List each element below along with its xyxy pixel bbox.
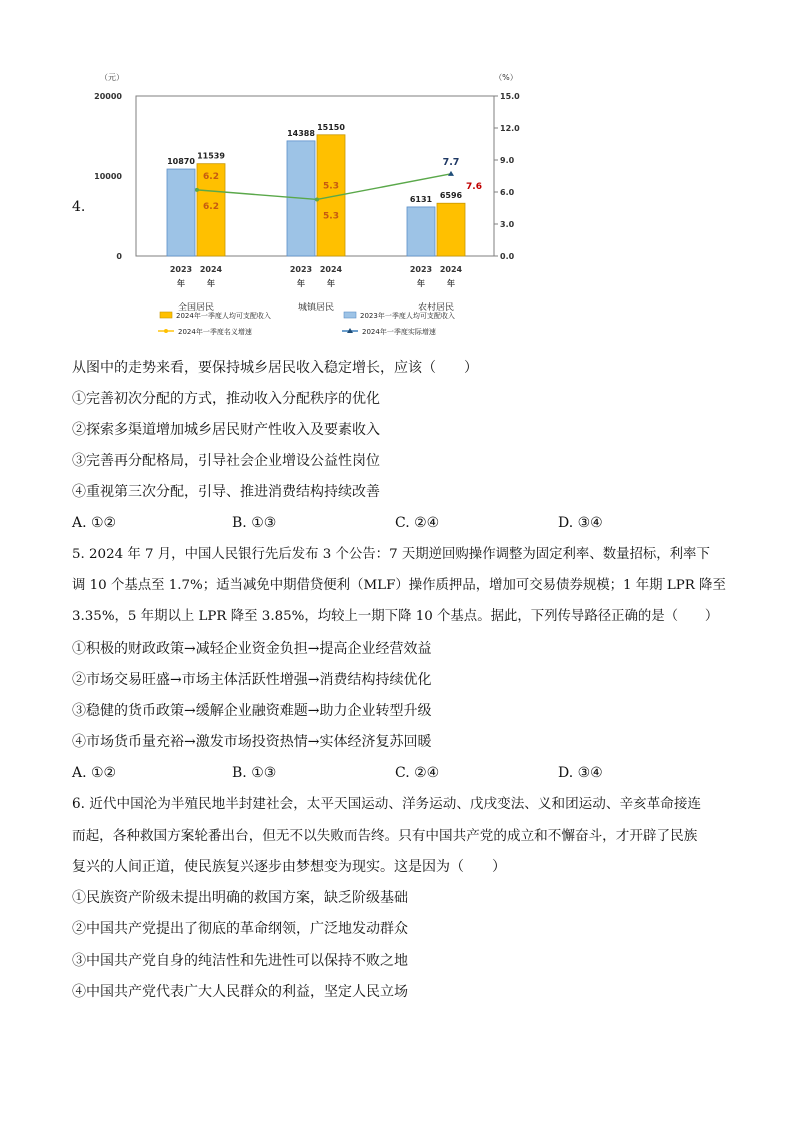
question-5-line-3: 3.35%，5 年期以上 LPR 降至 3.85%，均较上一期下降 10 个基点。据此，下列传导路径正确的是（ ） bbox=[72, 609, 719, 624]
bar-value-label-2024: 11539 bbox=[197, 151, 225, 161]
question-4-option-c: C. ②④ bbox=[395, 515, 440, 531]
year-label: 年 bbox=[417, 279, 425, 288]
bar-2024 bbox=[437, 203, 465, 256]
right-tick-label: 12.0 bbox=[500, 124, 520, 133]
left-axis-unit: （元） bbox=[100, 73, 124, 82]
right-tick-label: 3.0 bbox=[500, 220, 515, 229]
right-axis-unit: （%） bbox=[494, 73, 518, 82]
legend-swatch-2024-income bbox=[160, 312, 172, 318]
question-4-item-2: ②探索多渠道增加城乡居民财产性收入及要素收入 bbox=[72, 422, 380, 438]
legend-swatch-2023-income bbox=[344, 312, 356, 318]
right-tick-label: 15.0 bbox=[500, 92, 520, 101]
right-tick-label: 0.0 bbox=[500, 252, 515, 261]
group-label: 城镇居民 bbox=[297, 303, 335, 313]
question-6-item-4: ④中国共产党代表广大人民群众的利益，坚定人民立场 bbox=[72, 984, 408, 1000]
real-growth-label: 6.2 bbox=[203, 201, 219, 212]
bar-value-label-2023: 6131 bbox=[409, 194, 433, 204]
question-4-option-a: A. ①② bbox=[72, 515, 117, 531]
year-label: 2023 bbox=[409, 265, 433, 274]
year-label: 年 bbox=[297, 279, 305, 288]
question-5-item-3: ③稳健的货币政策→缓解企业融资难题→助力企业转型升级 bbox=[72, 703, 432, 719]
question-6-item-3: ③中国共产党自身的纯洁性和先进性可以保持不败之地 bbox=[72, 953, 408, 969]
question-4-stem: 从图中的走势来看，要保持城乡居民收入稳定增长，应该（ ） bbox=[72, 360, 478, 376]
growth-point bbox=[195, 188, 199, 192]
bar-value-label-2024: 15150 bbox=[317, 122, 345, 132]
legend-label-nominal-growth: 2024年一季度名义增速 bbox=[178, 328, 252, 336]
question-5-option-b: B. ①③ bbox=[232, 765, 277, 781]
question-5-option-d: D. ③④ bbox=[558, 765, 603, 781]
right-tick-label: 6.0 bbox=[500, 188, 515, 197]
nominal-growth-label: 5.3 bbox=[323, 181, 339, 192]
income-chart bbox=[92, 68, 532, 348]
question-5-option-c: C. ②④ bbox=[395, 765, 440, 781]
year-label: 2023 bbox=[289, 265, 313, 274]
bar-value-label-2024: 6596 bbox=[439, 191, 463, 201]
legend-label-2024-income: 2024年一季度人均可支配收入 bbox=[176, 312, 271, 320]
bar-value-label-2023: 14388 bbox=[287, 128, 315, 138]
year-label: 2024 bbox=[199, 265, 223, 274]
left-tick-label: 10000 bbox=[94, 172, 122, 181]
question-4-item-3: ③完善再分配格局，引导社会企业增设公益性岗位 bbox=[72, 453, 380, 469]
legend-label-2023-income: 2023年一季度人均可支配收入 bbox=[360, 312, 455, 320]
year-label: 年 bbox=[207, 279, 215, 288]
year-label: 年 bbox=[177, 279, 185, 288]
nominal-growth-label: 7.6 bbox=[466, 181, 482, 192]
bar-2023 bbox=[167, 169, 195, 256]
question-6-item-2: ②中国共产党提出了彻底的革命纲领，广泛地发动群众 bbox=[72, 921, 408, 937]
year-label: 2024 bbox=[439, 265, 463, 274]
legend-label-real-growth: 2024年一季度实际增速 bbox=[362, 328, 436, 336]
question-5-line-1: 5. 2024 年 7 月，中国人民银行先后发布 3 个公告：7 天期逆回购操作调整为固定利率、数量招标，利率下 bbox=[72, 547, 710, 562]
question-6-item-1: ①民族资产阶级未提出明确的救国方案，缺乏阶级基础 bbox=[72, 890, 408, 906]
left-tick-label: 20000 bbox=[94, 92, 122, 101]
question-6-line-2: 而起，各种救国方案轮番出台，但无不以失败而告终。只有中国共产党的成立和不懈奋斗，才开辟了民族 bbox=[72, 828, 698, 844]
bar-2023 bbox=[407, 207, 435, 256]
year-label: 年 bbox=[327, 279, 335, 288]
question-5-item-2: ②市场交易旺盛→市场主体活跃性增强→消费结构持续优化 bbox=[72, 672, 432, 688]
growth-point bbox=[315, 197, 319, 201]
bar-value-label-2023: 10870 bbox=[167, 157, 195, 167]
question-4-item-4: ④重视第三次分配，引导、推进消费结构持续改善 bbox=[72, 484, 380, 500]
nominal-growth-label: 6.2 bbox=[203, 171, 219, 182]
question-6-line-1: 6. 近代中国沦为半殖民地半封建社会，太平天国运动、洋务运动、戊戌变法、义和团运动、辛亥革命接连 bbox=[72, 796, 702, 812]
question-4-number: 4. bbox=[72, 199, 86, 215]
growth-point-triangle bbox=[448, 171, 454, 176]
left-tick-label: 0 bbox=[116, 252, 122, 261]
question-6-line-3: 复兴的人间正道，使民族复兴逐步由梦想变为现实。这是因为（ ） bbox=[72, 859, 506, 875]
year-label: 2024 bbox=[319, 265, 343, 274]
income-chart-svg bbox=[92, 68, 532, 348]
real-growth-label: 5.3 bbox=[323, 211, 339, 222]
group-label: 农村居民 bbox=[417, 303, 455, 313]
right-tick-label: 9.0 bbox=[500, 156, 515, 165]
year-label: 年 bbox=[447, 279, 455, 288]
question-4-item-1: ①完善初次分配的方式，推动收入分配秩序的优化 bbox=[72, 391, 380, 407]
question-4-option-d: D. ③④ bbox=[558, 515, 603, 531]
question-5-option-a: A. ①② bbox=[72, 765, 117, 781]
question-5-item-4: ④市场货币量充裕→激发市场投资热情→实体经济复苏回暖 bbox=[72, 734, 432, 750]
legend-marker-nominal-growth bbox=[164, 329, 168, 333]
group-label: 全国居民 bbox=[177, 303, 215, 313]
question-4-option-b: B. ①③ bbox=[232, 515, 277, 531]
question-5-line-2: 调 10 个基点至 1.7%；适当减免中期借贷便利（MLF）操作质押品，增加可交易债券规模；1 年期 LPR 降至 bbox=[72, 578, 726, 593]
real-growth-label: 7.7 bbox=[442, 156, 460, 168]
question-5-item-1: ①积极的财政政策→减轻企业资金负担→提高企业经营效益 bbox=[72, 641, 432, 657]
year-label: 2023 bbox=[169, 265, 193, 274]
